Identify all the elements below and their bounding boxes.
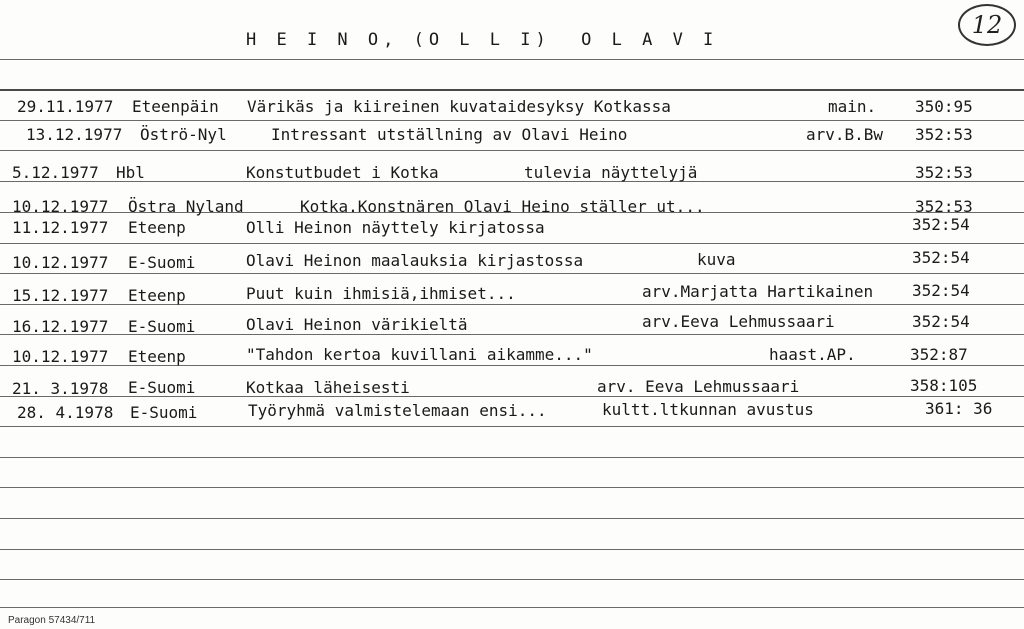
entry-note: haast.AP. — [769, 345, 856, 364]
rule-line — [0, 243, 1024, 244]
entry-source: E-Suomi — [130, 403, 198, 422]
entry-note: arv. Eeva Lehmussaari — [597, 377, 800, 396]
entry-ref: 352:53 — [915, 197, 973, 216]
rule-line — [0, 181, 1024, 182]
entry-source: E-Suomi — [128, 253, 196, 272]
entry-title: Olavi Heinon värikieltä — [246, 315, 468, 334]
entry-note: tulevia näyttelyjä — [524, 163, 698, 182]
rule-line — [0, 120, 1024, 121]
entry-date: 15.12.1977 — [12, 286, 109, 305]
entry-note: arv.B.Bw — [806, 125, 884, 144]
rule-line — [0, 457, 1024, 458]
rule-line — [0, 89, 1024, 91]
entry-ref: 358:105 — [910, 376, 978, 395]
printer-mark: Paragon 57434/711 — [8, 615, 96, 626]
rule-line — [0, 518, 1024, 519]
entry-source: E-Suomi — [128, 378, 196, 397]
entry-date: 13.12.1977 — [26, 125, 123, 144]
entry-ref: 352:53 — [915, 125, 973, 144]
entry-date: 10.12.1977 — [12, 347, 109, 366]
entry-date: 10.12.1977 — [12, 253, 109, 272]
entry-source: Eteenp — [128, 286, 186, 305]
entry-note: arv.Marjatta Hartikainen — [642, 282, 874, 301]
rule-line — [0, 579, 1024, 580]
rule-line — [0, 607, 1024, 608]
entry-ref: 361: 36 — [925, 399, 993, 418]
entry-source: Östra Nyland — [128, 197, 244, 216]
entry-date: 10.12.1977 — [12, 197, 109, 216]
entry-title: "Tahdon kertoa kuvillani aikamme..." — [246, 345, 593, 364]
entry-date: 11.12.1977 — [12, 218, 109, 237]
entry-title: Kotka.Konstnären Olavi Heino ställer ut... — [300, 197, 705, 216]
entry-ref: 350:95 — [915, 97, 973, 116]
rule-line — [0, 426, 1024, 427]
entry-ref: 352:54 — [912, 215, 970, 234]
entry-title: Värikäs ja kiireinen kuvataidesyksy Kotkassa — [247, 97, 671, 116]
rule-line — [0, 59, 1024, 60]
entry-source: Eteenp — [128, 218, 186, 237]
entry-note: arv.Eeva Lehmussaari — [642, 312, 835, 331]
entry-source: Eteenp — [128, 347, 186, 366]
entry-date: 29.11.1977 — [17, 97, 114, 116]
card-number: 12 — [958, 4, 1016, 46]
entry-note: main. — [828, 97, 877, 116]
entry-title: Intressant utställning av Olavi Heino — [271, 125, 628, 144]
entry-title: Puut kuin ihmisiä,ihmiset... — [246, 284, 516, 303]
entry-ref: 352:54 — [912, 312, 970, 331]
entry-ref: 352:87 — [910, 345, 968, 364]
entry-title: Olavi Heinon maalauksia kirjastossa — [246, 251, 584, 270]
entry-date: 21. 3.1978 — [12, 379, 109, 398]
entry-source: Öströ-Nyl — [140, 125, 227, 144]
entry-title: Työryhmä valmistelemaan ensi... — [248, 401, 547, 420]
entry-title: Olli Heinon näyttely kirjatossa — [246, 218, 545, 237]
entry-date: 28. 4.1978 — [17, 403, 114, 422]
card-title: H E I N O, (O L L I) O L A V I — [246, 30, 719, 50]
entry-ref: 352:54 — [912, 248, 970, 267]
entry-ref: 352:53 — [915, 163, 973, 182]
entry-source: E-Suomi — [128, 317, 196, 336]
rule-line — [0, 273, 1024, 274]
rule-line — [0, 487, 1024, 488]
entry-title: Kotkaa läheisesti — [246, 378, 410, 397]
rule-line — [0, 150, 1024, 151]
entry-source: Eteenpäin — [132, 97, 219, 116]
entry-source: Hbl — [116, 163, 145, 182]
entry-note: kultt.ltkunnan avustus — [602, 400, 814, 419]
entry-title: Konstutbudet i Kotka — [246, 163, 439, 182]
entry-date: 16.12.1977 — [12, 317, 109, 336]
entry-note: kuva — [697, 250, 736, 269]
entry-date: 5.12.1977 — [12, 163, 99, 182]
entry-ref: 352:54 — [912, 281, 970, 300]
rule-line — [0, 549, 1024, 550]
